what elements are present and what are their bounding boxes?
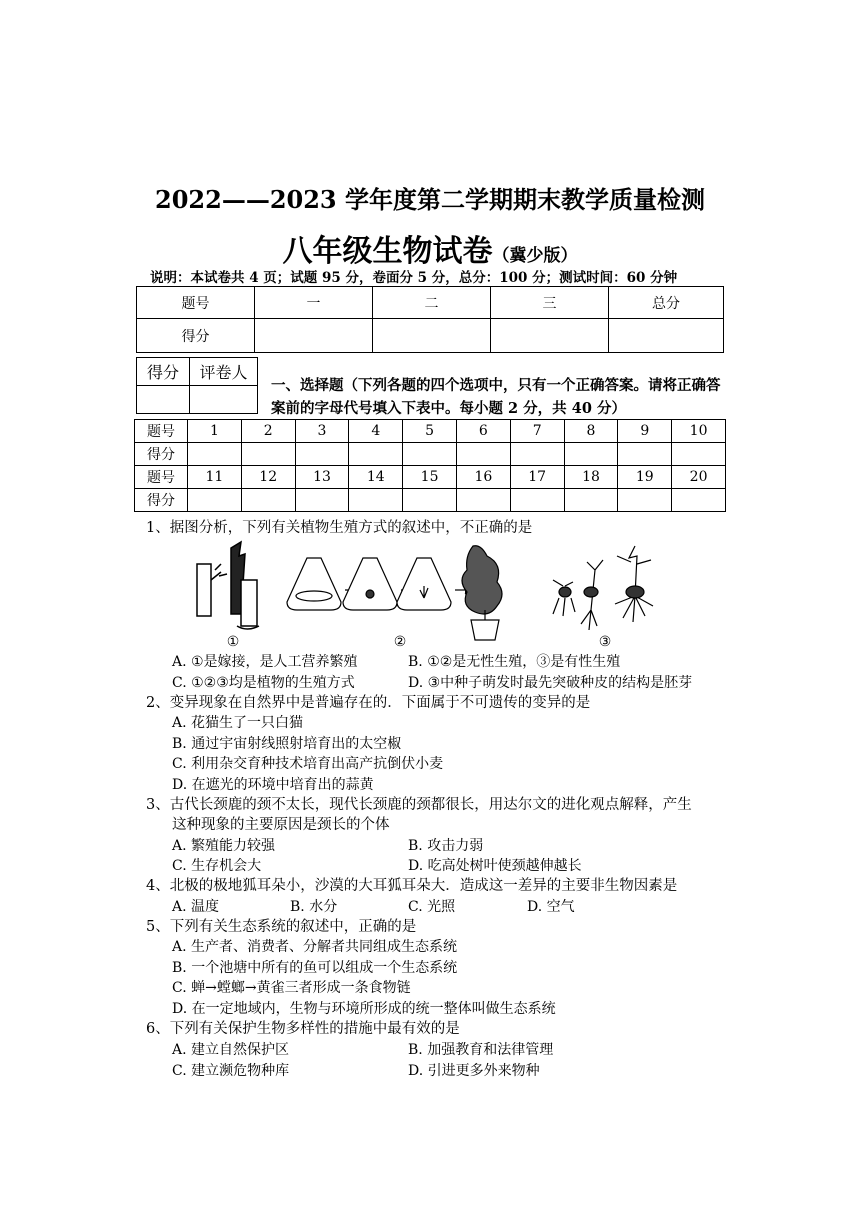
- q4-option-a[interactable]: A. 温度: [172, 899, 220, 915]
- table-cell: 12: [241, 466, 295, 489]
- score-blank-cell[interactable]: [373, 319, 491, 353]
- tissue-culture-illustration: [287, 546, 502, 640]
- q2-option-b[interactable]: B. 通过宇宙射线照射培育出的太空椒: [172, 736, 402, 752]
- table-cell: 得分: [137, 319, 255, 353]
- score-summary-table: [136, 286, 724, 353]
- table-cell: 总分: [609, 287, 724, 319]
- table-cell: 一: [255, 287, 373, 319]
- table-cell: 16: [456, 466, 510, 489]
- table-cell: 6: [456, 420, 510, 443]
- table-cell: 9: [618, 420, 672, 443]
- table-row: [137, 358, 258, 386]
- paper-title-main: 八年级生物试卷: [282, 234, 493, 269]
- score-blank-cell[interactable]: [609, 319, 724, 353]
- plant-reproduction-figure: [185, 540, 685, 652]
- table-cell: 13: [295, 466, 349, 489]
- answer-blank-cell[interactable]: [295, 443, 349, 466]
- answer-blank-cell[interactable]: [295, 489, 349, 512]
- section-heading: 一、选择题（下列各题的四个选项中，只有一个正确答案。请将正确答案前的字母代号填入下表中。每小题 2 分，共 40 分）: [271, 377, 721, 417]
- table-cell: 2: [241, 420, 295, 443]
- table-cell: 得分: [137, 358, 190, 386]
- q3-option-a[interactable]: A. 繁殖能力较强: [172, 838, 276, 854]
- table-cell: 4: [349, 420, 403, 443]
- q4-option-d[interactable]: D. 空气: [527, 899, 575, 915]
- table-cell: 题号: [135, 466, 188, 489]
- table-cell: 10: [672, 420, 726, 443]
- answer-blank-cell[interactable]: [456, 489, 510, 512]
- table-cell: 3: [295, 420, 349, 443]
- q2-option-c[interactable]: C. 利用杂交育种技术培育出高产抗倒伏小麦: [172, 756, 444, 772]
- q1-option-d[interactable]: D. ③中种子萌发时最先突破种皮的结构是胚芽: [408, 675, 693, 691]
- table-cell: 5: [403, 420, 457, 443]
- question-4-stem: 4、北极的极地狐耳朵小，沙漠的大耳狐耳朵大．造成这一差异的主要非生物因素是: [146, 878, 678, 894]
- figure-label-2: ②: [393, 634, 407, 650]
- table-row: [137, 386, 258, 414]
- answer-blank-cell[interactable]: [188, 443, 242, 466]
- answer-blank-cell[interactable]: [618, 489, 672, 512]
- q4-option-c[interactable]: C. 光照: [408, 899, 456, 915]
- table-row: [135, 466, 726, 489]
- question-6-stem: 6、下列有关保护生物多样性的措施中最有效的是: [146, 1021, 460, 1037]
- table-cell: 三: [491, 287, 609, 319]
- q3-option-d[interactable]: D. 吃高处树叶使颈越伸越长: [408, 858, 582, 874]
- table-cell: 题号: [135, 420, 188, 443]
- q5-option-d[interactable]: D. 在一定地域内，生物与环境所形成的统一整体叫做生态系统: [172, 1001, 556, 1017]
- q4-option-b[interactable]: B. 水分: [290, 899, 338, 915]
- table-cell: 15: [403, 466, 457, 489]
- score-blank-cell[interactable]: [491, 319, 609, 353]
- table-row: [137, 287, 724, 319]
- answer-blank-cell[interactable]: [510, 489, 564, 512]
- question-1-stem: 1、据图分析，下列有关植物生殖方式的叙述中，不正确的是: [146, 520, 533, 536]
- answer-table: [134, 419, 726, 512]
- answer-blank-cell[interactable]: [349, 489, 403, 512]
- table-row: [135, 420, 726, 443]
- grader-blank-cell[interactable]: [190, 386, 258, 414]
- answer-blank-cell[interactable]: [456, 443, 510, 466]
- table-row: [137, 319, 724, 353]
- answer-blank-cell[interactable]: [241, 443, 295, 466]
- question-5-stem: 5、下列有关生态系统的叙述中，正确的是: [146, 919, 417, 935]
- answer-blank-cell[interactable]: [510, 443, 564, 466]
- q6-option-c[interactable]: C. 建立濒危物种库: [172, 1063, 290, 1079]
- answer-blank-cell[interactable]: [403, 443, 457, 466]
- q6-option-b[interactable]: B. 加强教育和法律管理: [408, 1042, 554, 1058]
- answer-blank-cell[interactable]: [564, 443, 618, 466]
- q2-option-a[interactable]: A. 花猫生了一只白猫: [172, 715, 304, 731]
- figure-label-3: ③: [598, 634, 612, 650]
- q5-option-a[interactable]: A. 生产者、消费者、分解者共同组成生态系统: [172, 939, 458, 955]
- exam-notes: 说明：本试卷共 4 页；试题 95 分，卷面分 5 分，总分：100 分；测试时间：60 分钟: [150, 270, 678, 286]
- paper-title-edition: （冀少版）: [492, 246, 578, 266]
- table-cell: 得分: [135, 443, 188, 466]
- q1-option-b[interactable]: B. ①②是无性生殖，③是有性生殖: [408, 654, 621, 670]
- answer-blank-cell[interactable]: [403, 489, 457, 512]
- table-cell: 19: [618, 466, 672, 489]
- question-3-stem: 3、古代长颈鹿的颈不太长，现代长颈鹿的颈都很长，用达尔文的进化观点解释，产生: [146, 797, 692, 813]
- exam-title: 2022——2023 学年度第二学期期末教学质量检测: [155, 185, 705, 214]
- figure-label-1: ①: [226, 634, 240, 650]
- q6-option-d[interactable]: D. 引进更多外来物种: [408, 1063, 540, 1079]
- table-cell: 1: [188, 420, 242, 443]
- table-cell: 7: [510, 420, 564, 443]
- table-row: [135, 443, 726, 466]
- grader-box: [136, 357, 258, 414]
- answer-blank-cell[interactable]: [241, 489, 295, 512]
- score-blank-cell[interactable]: [255, 319, 373, 353]
- answer-blank-cell[interactable]: [349, 443, 403, 466]
- table-cell: 8: [564, 420, 618, 443]
- table-cell: 20: [672, 466, 726, 489]
- answer-blank-cell[interactable]: [188, 489, 242, 512]
- table-cell: 得分: [135, 489, 188, 512]
- table-cell: 17: [510, 466, 564, 489]
- question-2-stem: 2、变异现象在自然界中是普遍存在的．下面属于不可遗传的变异的是: [146, 695, 591, 711]
- score-blank-cell[interactable]: [137, 386, 190, 414]
- q6-option-a[interactable]: A. 建立自然保护区: [172, 1042, 290, 1058]
- table-cell: 11: [188, 466, 242, 489]
- table-cell: 题号: [137, 287, 255, 319]
- seed-germination-illustration: [553, 546, 653, 630]
- answer-blank-cell[interactable]: [564, 489, 618, 512]
- grafting-illustration: [197, 542, 259, 629]
- table-cell: 二: [373, 287, 491, 319]
- answer-blank-cell[interactable]: [672, 443, 726, 466]
- question-3-stem-continued: 这种现象的主要原因是颈长的个体: [172, 817, 390, 833]
- answer-blank-cell[interactable]: [618, 443, 672, 466]
- paper-title: [0, 226, 860, 270]
- q3-option-c[interactable]: C. 生存机会大: [172, 858, 262, 874]
- q2-option-d[interactable]: D. 在遮光的环境中培育出的蒜黄: [172, 777, 374, 793]
- table-row: [135, 489, 726, 512]
- q3-option-b[interactable]: B. 攻击力弱: [408, 838, 484, 854]
- table-cell: 18: [564, 466, 618, 489]
- q1-option-c[interactable]: C. ①②③均是植物的生殖方式: [172, 675, 355, 691]
- table-cell: 评卷人: [190, 358, 258, 386]
- q5-option-c[interactable]: C. 蝉→螳螂→黄雀三者形成一条食物链: [172, 980, 411, 996]
- q5-option-b[interactable]: B. 一个池塘中所有的鱼可以组成一个生态系统: [172, 960, 458, 976]
- table-cell: 14: [349, 466, 403, 489]
- q1-option-a[interactable]: A. ①是嫁接，是人工营养繁殖: [172, 654, 358, 670]
- answer-blank-cell[interactable]: [672, 489, 726, 512]
